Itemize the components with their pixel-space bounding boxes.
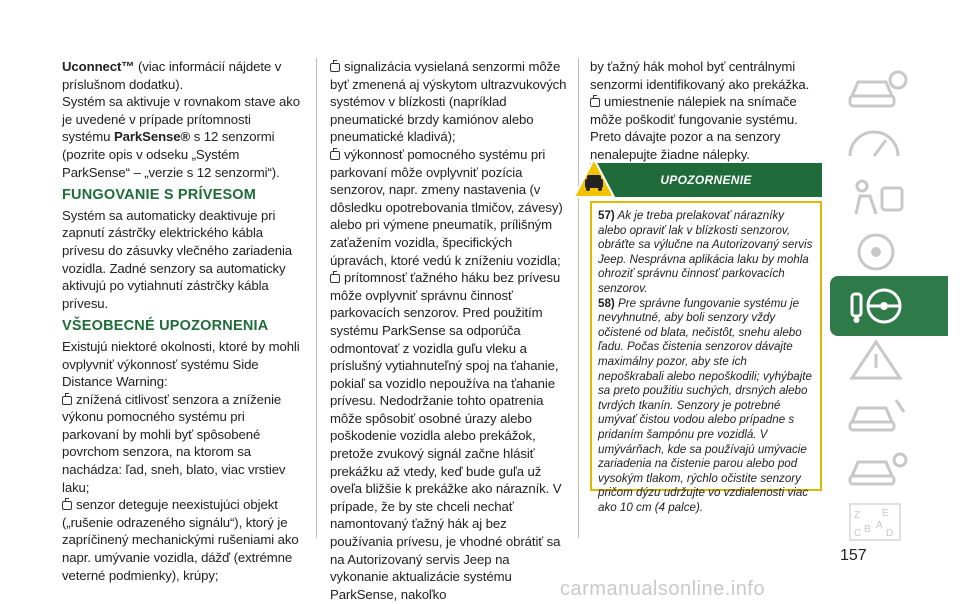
- car-info-icon: [842, 66, 912, 114]
- column-divider: [316, 58, 317, 538]
- paragraph-circumstances: Existujú niektoré okolnosti, ktoré by mohli ovplyvniť výkonnosť systému Side Distance Warning:: [62, 338, 300, 390]
- watermark: carmanualsonline.info: [560, 578, 766, 600]
- safety-icon: [842, 174, 912, 222]
- note-number: 57): [598, 209, 615, 222]
- index-icon: [842, 498, 912, 546]
- emergency-icon: [842, 336, 912, 384]
- tab-emergency[interactable]: [830, 330, 948, 390]
- warning-header: [590, 163, 822, 197]
- bullet-icon: [330, 63, 340, 72]
- activation-text-a: Systém sa aktivuje v rovnakom stave ako je uvedené v prípade prítomnosti systému: [62, 94, 300, 145]
- bullet-item: [590, 93, 822, 163]
- bullet-text: výkonnosť pomocného systému pri parkovaní môže ovplyvniť pozícia senzorov, napr. zmeny nastavenia (v dôsledku opotrebovania tlmičov, závesy) alebo pri výmene pneumatík, prílišným zaťažením vozidla, špecifických úpravách, ktoré vedú k zníženiu vozidla;: [330, 146, 563, 268]
- tab-tech-spec[interactable]: [830, 438, 948, 498]
- column-divider: [578, 58, 579, 538]
- warning-title: UPOZORNENIE: [660, 173, 752, 187]
- steering-key-icon: [842, 282, 912, 330]
- bullet-item: [62, 391, 302, 497]
- bullet-text: signalizácia vysielaná senzormi môže byť zmenená aj výskytom ultrazvukových systémov v blízkosti (napríklad pneumatické brzdy kamiónov alebo pneumatické kladivá);: [330, 59, 567, 145]
- svg-text:D: D: [886, 528, 894, 539]
- activation-text-b: s 12 senzormi (pozrite opis v odseku „Systém ParkSense“ – „verzie s 12 senzormi“).: [62, 129, 280, 180]
- bullet-text: znížená citlivosť senzora a zníženie výkonu pomocného systému pri parkovaní by mohli byť spôsobené povrchom senzora, na ktorom sa nachádza: ľad, sneh, blato, viac vrstiev laku;: [62, 391, 286, 495]
- start-drive-icon: [842, 228, 912, 276]
- note-text: Pre správne fungovanie systému je nevyhnutné, aby boli senzory vždy očistené od blata, nečistôt, snehu alebo ľadu. Počas čistenia senzorov dávajte maximálny pozor, aby ste ich nepoškrabali alebo nepoškodili; vyhýbajte sa preto použitiu suchých, drsných alebo tvrdých tkanín. Senzory je potrebné umývať čistou vodou alebo prípadne s pridaním šampónu pre vozidlá. V umývárňach, kde sa používajú umývacie zariadenia na čistenie parou alebo pod vysokým tlakom, rýchlo očistite senzory pričom dýzu udržujte vo vzdialenosti viac ako 10 cm (4 palce).: [598, 296, 812, 514]
- service-icon: [842, 390, 912, 438]
- tab-index[interactable]: [830, 492, 948, 552]
- bullet-item: [330, 58, 570, 146]
- tech-spec-icon: [842, 444, 912, 492]
- bullet-text: senzor deteguje neexistujúci objekt („rušenie odrazeného signálu“), ktorý je zapríčinený mechanickými rušeniami ako napr. umývanie vozidla, dážď (extrémne veterné podmienky), krúpy;: [62, 497, 299, 583]
- svg-text:B: B: [864, 524, 871, 535]
- bullet-item: [62, 496, 302, 584]
- note-text: Ak je treba prelakovať nárazníky alebo opraviť lak v blízkosti senzorov, obráťte sa výlučne na Autorizovaný servis Jeep. Nesprávna aplikácia laku by mohla ohroziť správnu činnosť parkovacích senzorov.: [598, 209, 813, 295]
- dashboard-icon: [842, 120, 912, 168]
- paragraph-activation: [62, 93, 302, 181]
- bullet-icon: [330, 274, 340, 283]
- tab-dashboard[interactable]: [830, 114, 948, 174]
- note-number: 58): [598, 296, 615, 310]
- heading-general-warnings: VŠEOBECNÉ UPOZORNENIA: [62, 318, 269, 335]
- svg-text:C: C: [854, 528, 862, 539]
- warning-car-icon: [572, 157, 616, 201]
- bullet-text: umiestnenie nálepiek na snímače môže poškodiť fungovanie systému. Preto dávajte pozor a na senzory nenalepujte žiadne nálepky.: [590, 94, 798, 162]
- tab-car-info[interactable]: [830, 60, 948, 120]
- bullet-icon: [62, 396, 72, 405]
- bullet-icon: [330, 151, 340, 160]
- uconnect-text: (viac informácií nájdete v príslušnom dodatku).: [62, 59, 282, 92]
- paragraph-continued: by ťažný hák mohol byť centrálnymi senzormi identifikovaný ako prekážka.: [590, 59, 810, 92]
- tab-start-drive[interactable]: [830, 222, 948, 282]
- bullet-icon: [590, 98, 600, 107]
- tab-emergency-active[interactable]: [830, 276, 948, 336]
- svg-text:Z: Z: [854, 510, 861, 521]
- warning-note-57: [598, 209, 814, 297]
- warning-note-58: [598, 297, 814, 516]
- warning-box: [590, 163, 822, 514]
- parksense-bold: ParkSense®: [113, 129, 191, 145]
- bullet-text: prítomnosť ťažného háku bez prívesu môže ovplyvniť správnu činnosť parkovacích senzorov. Pred použitím systému ParkSense sa odporúča odmontovať z vozidla guľu vleku a príslušný vytiahnuteľný spoj na ťahanie, pokiaľ sa vozidlo nepoužíva na ťahanie prívesu. Nedodržanie tohto opatrenia môže spôsobiť osobné úrazy alebo poškodenie vozidla alebo prekážok, pretože zvukový signál začne hlásiť prekážku až vtedy, keď bude guľa už oveľa bližšie k prekážke ako nárazník. V prípade, že by ste chceli nechať namontovaný ťažný hák aj bez používania prívesu, je vhodné obrátiť sa na Autorizovaný servis Jeep na vykonanie aktualizácie systému ParkSense, nakoľko: [330, 270, 562, 602]
- bullet-item: [330, 146, 570, 269]
- tab-safety[interactable]: [830, 168, 948, 228]
- warning-body: [590, 201, 822, 514]
- bullet-item: [330, 269, 570, 603]
- uconnect-bold: Uconnect™: [62, 59, 135, 74]
- tab-service[interactable]: [830, 384, 948, 444]
- paragraph-uconnect: [62, 58, 302, 93]
- column-3: [590, 58, 822, 164]
- svg-text:E: E: [882, 508, 889, 519]
- page-number: 157: [840, 547, 867, 564]
- heading-trailer: FUNGOVANIE S PRÍVESOM: [62, 187, 257, 204]
- column-1: [62, 58, 302, 584]
- column-2: [330, 58, 570, 603]
- svg-text:A: A: [876, 520, 883, 531]
- bullet-icon: [62, 501, 72, 510]
- paragraph-trailer: Systém sa automaticky deaktivuje pri zapnutí zástrčky elektrického kábla prívesu do zásuvky vlečného zariadenia vozidla. Zadné senzory sa automaticky aktivujú po vytiahnutí zástrčky kábla prívesu.: [62, 207, 293, 311]
